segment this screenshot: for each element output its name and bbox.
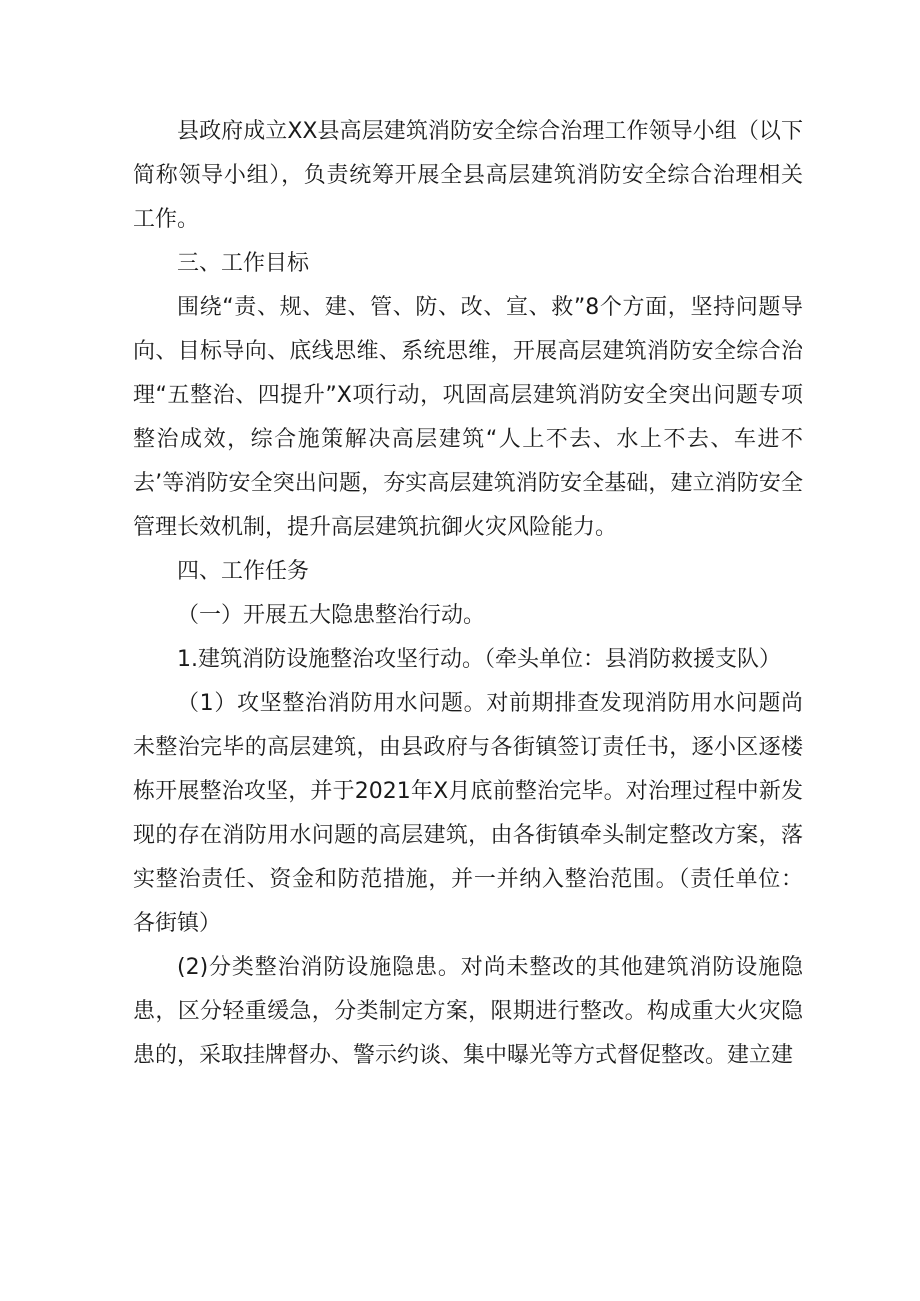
paragraph-work-goals: 围绕“责、规、建、管、防、改、宣、救”8个方面，坚持问题导向、目标导向、底线思维、系统思维，开展高层建筑消防安全综合治理“五整治、四提升”X项行动，巩固高层建筑消防安全突出问题专项整治成效，综合施策解决高层建筑“人上不去、水上不去、车进不去’等消防安全突出问题，夯实高层建筑消防安全基础，建立消防安全管理长效机制，提升高层建筑抗御火灾风险能力。 [133,295,803,540]
section-heading-work-goals: 三、工作目标 [177,251,310,276]
paragraph-water-supply-rectification: （1）攻坚整治消防用水问题。对前期排查发现消防用水问题尚未整治完毕的高层建筑，由县政府与各街镇签订责任书，逐小区逐楼栋开展整治攻坚，并于2021年X月底前整治完毕。对治理过程中新发现的存在消防用水问题的高层建筑，由各街镇牵头制定整改方案，落实整治责任、资金和防范措施，并一并纳入整治范围。（责任单位：各街镇） [133,691,803,936]
subheading-five-rectifications: （一）开展五大隐患整治行动。 [177,603,486,628]
section-heading-work-tasks: 四、工作任务 [177,559,310,584]
paragraph-leading-group: 县政府成立XX县高层建筑消防安全综合治理工作领导小组（以下简称领导小组），负责统筹开展全县高层建筑消防安全综合治理相关工作。 [133,119,803,232]
document-body [133,110,803,1078]
paragraph-facility-hazard-rectification: (2)分类整治消防设施隐患。对尚未整改的其他建筑消防设施隐患，区分轻重缓急，分类制定方案，限期进行整改。构成重大火灾隐患的，采取挂牌督办、警示约谈、集中曝光等方式督促整改。建立建 [133,955,803,1068]
subheading-fire-facility-action: 1.建筑消防设施整治攻坚行动。（牵头单位：县消防救援支队） [177,647,781,672]
